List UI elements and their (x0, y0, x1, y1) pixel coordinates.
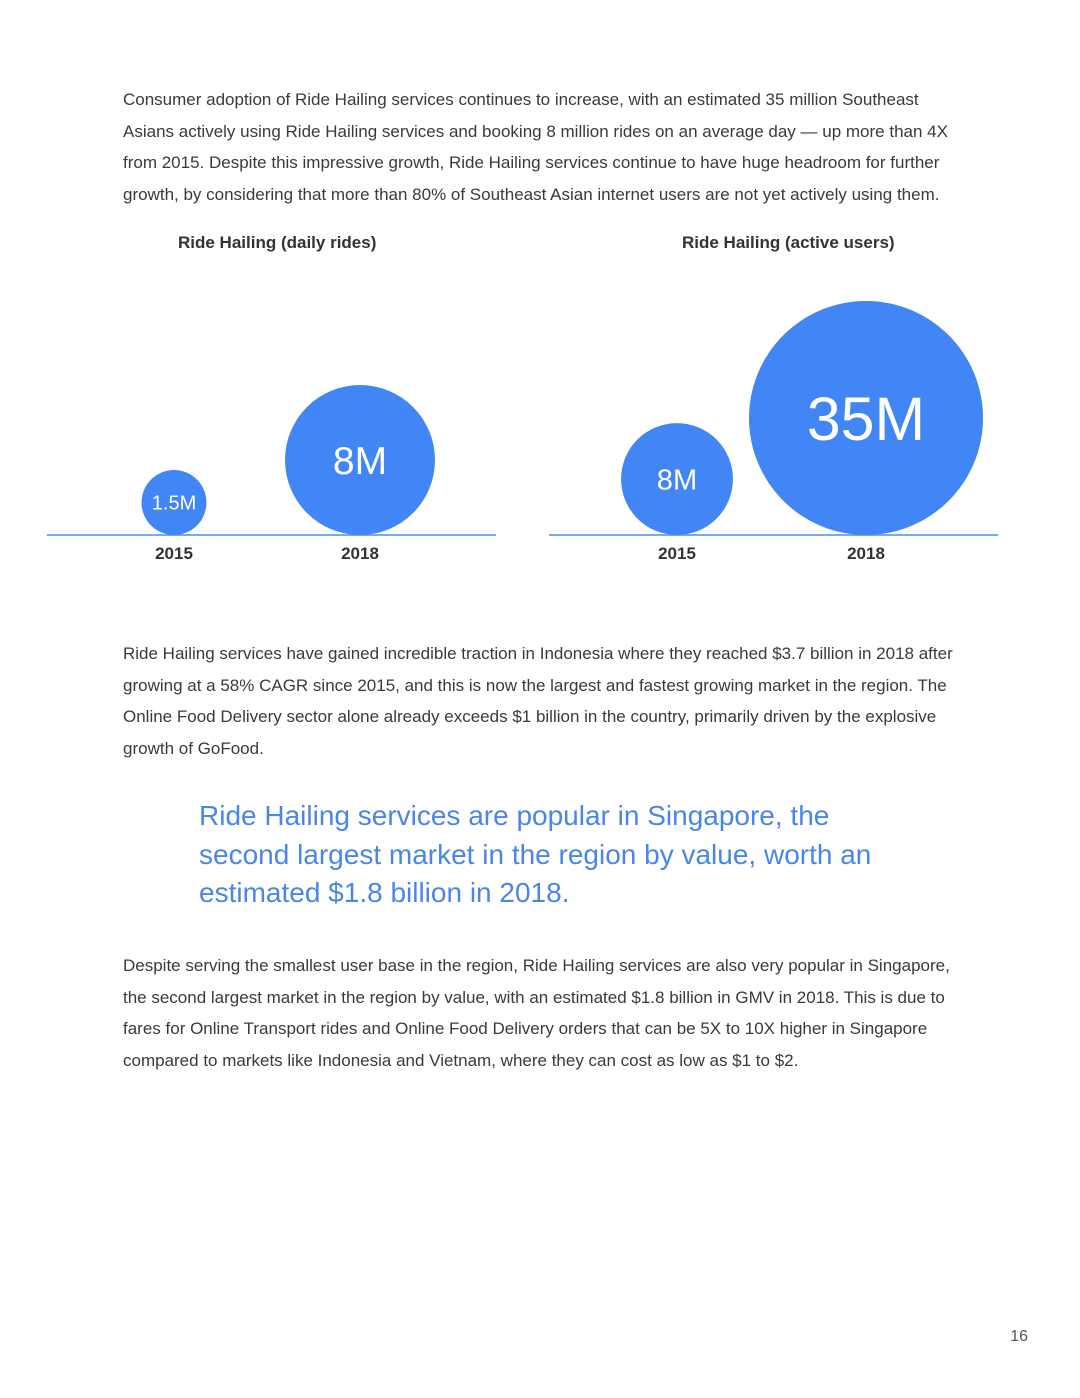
intro-paragraph: Consumer adoption of Ride Hailing services continues to increase, with an estimated 35 million Southeast Asians actively using Ride Hailing services and booking 8 million rides on an average day — up more than 4X from 2015. Despite this impressive growth, Ride Hailing services continue to have huge headroom for further growth, by considering that more than 80% of Southeast Asian internet users are not yet actively using them. (123, 90, 948, 204)
pull-quote: Ride Hailing services are popular in Singapore, the second largest market in the region by value, worth an estimated $1.8 billion in 2018. (199, 800, 872, 908)
bubble-value-label: 35M (806, 384, 926, 453)
active-users-plot (549, 225, 998, 575)
singapore-paragraph: Despite serving the smallest user base in the region, Ride Hailing services are also very popular in Singapore, the second largest market in the region by value, with an estimated $1.8 billion in GMV in 2018. This is due to fares for Online Transport rides and Online Food Delivery orders that can be 5X to 10X higher in Singapore compared to markets like Indonesia and Vietnam, where they can cost as low as $1 to $2. (123, 956, 950, 1070)
category-label: 2018 (341, 544, 379, 563)
chart-title: Ride Hailing (daily rides) (178, 233, 377, 252)
indonesia-paragraph: Ride Hailing services have gained incredible traction in Indonesia where they reached $3.7 billion in 2018 after growing at a 58% CAGR since 2015, and this is now the largest and fastest growing market in the region. The Online Food Delivery sector alone already exceeds $1 billion in the country, primarily driven by the explosive growth of GoFood. (123, 644, 953, 758)
bubble-value-label: 1.5M (151, 492, 197, 515)
category-label: 2015 (155, 544, 193, 563)
daily-rides-plot (47, 225, 496, 575)
bubble-value-label: 8M (332, 440, 388, 484)
daily-rides-chart (47, 225, 496, 575)
page-number: 16 (1010, 1328, 1028, 1345)
chart-title: Ride Hailing (active users) (682, 233, 895, 252)
bubble-value-label: 8M (656, 464, 698, 497)
category-label: 2015 (658, 544, 696, 563)
active-users-chart (549, 225, 998, 575)
category-label: 2018 (847, 544, 885, 563)
